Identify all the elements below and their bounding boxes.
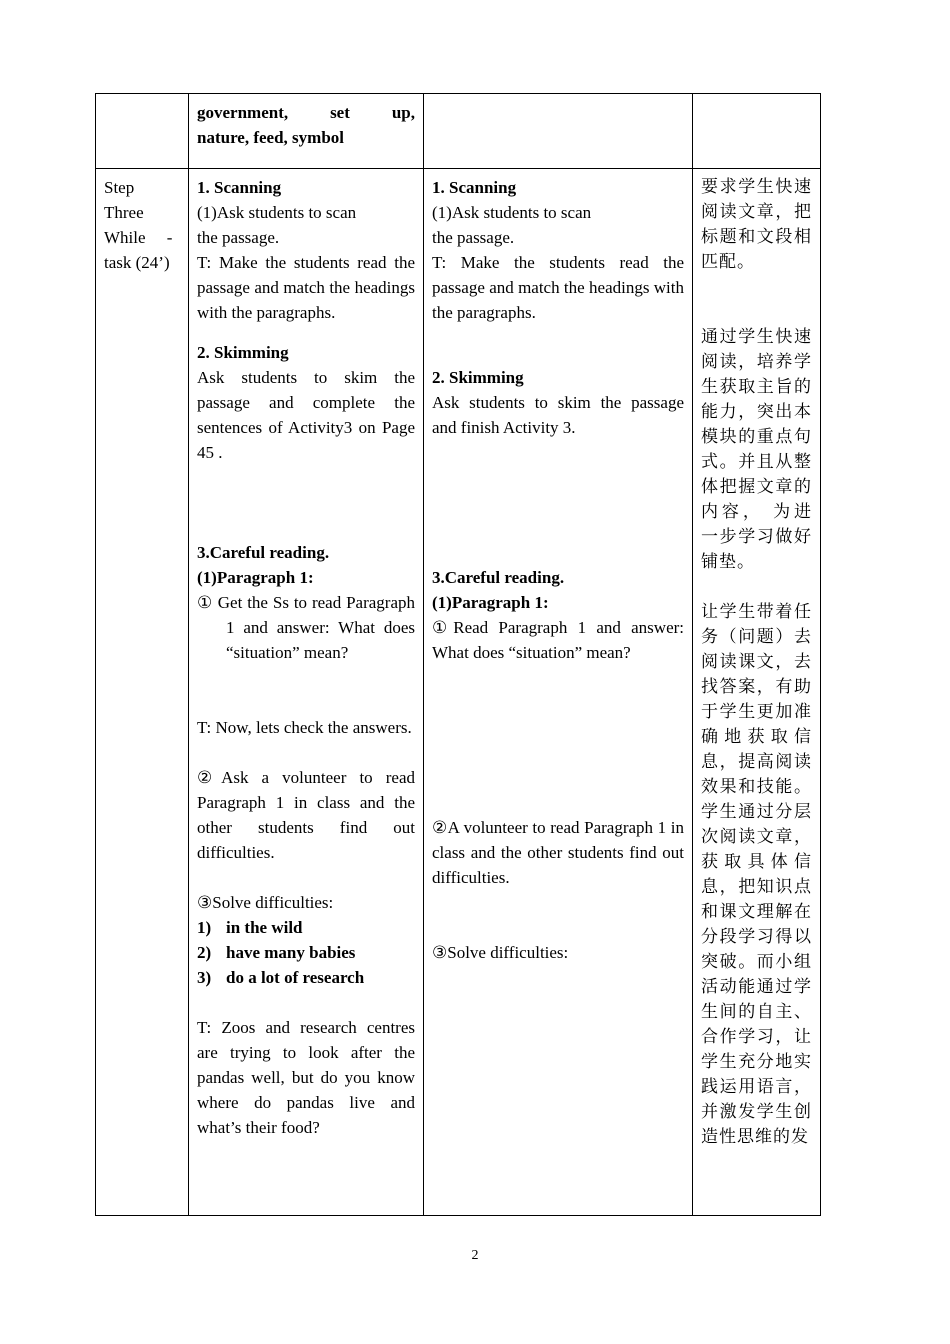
section-heading: 1. Scanning bbox=[197, 178, 282, 197]
section-heading: 3.Careful reading. bbox=[197, 543, 330, 562]
procedure-cell bbox=[189, 169, 424, 1216]
step-label: While - bbox=[104, 228, 173, 247]
purpose-text: 让学生带着任务（问题）去阅读课文，去找答案，有助于学生更加准确地获取信息，提高阅读效果和技能。学生通过分层次阅读文章，获取具体信息，把知识点和课文理解在分段学习得以突破。而小组活动能通过学生间的自主、合作学习，让学生充分地实践运用语言，并激发学生创造性思维的发 bbox=[701, 602, 812, 1147]
purpose-text: 通过学生快速阅读，培养学生获取主旨的能力，突出本模块的重点句式。并且从整体把握文章的内容， 为进一步学习做好铺垫。 bbox=[701, 327, 812, 572]
paragraph: T: Make the students read the passage and match the headings with the paragraphs. bbox=[197, 253, 415, 322]
procedure-cell bbox=[189, 94, 424, 169]
difficulty-item: 1) in the wild bbox=[197, 918, 303, 937]
list-item: ②Ask a volunteer to read Paragraph 1 in class and the other students find out difficulties. bbox=[197, 768, 415, 862]
difficulty-item: 3) do a lot of research bbox=[197, 968, 365, 987]
page-number: 2 bbox=[471, 1248, 479, 1263]
paragraph: Ask students to skim the passage and complete the sentences of Activity3 on Page 45 . bbox=[197, 368, 415, 462]
table-row bbox=[96, 94, 821, 169]
list-item: ②A volunteer to read Paragraph 1 in class and the other students find out difficulties. bbox=[432, 818, 684, 887]
vocab-line: government, set up, bbox=[197, 103, 415, 122]
paragraph: (1)Ask students to scan bbox=[432, 203, 592, 222]
section-heading: 1. Scanning bbox=[432, 178, 517, 197]
step-time: task (24’) bbox=[104, 253, 170, 272]
step-label: Step bbox=[104, 178, 135, 197]
section-heading: 2. Skimming bbox=[197, 343, 289, 362]
paragraph: T: Make the students read the passage and match the headings with the paragraphs. bbox=[432, 253, 684, 322]
paragraph: T: Zoos and research centres are trying to look after the pandas well, but do you know where do pandas live and what’s their food? bbox=[197, 1018, 415, 1137]
purpose-text: 要求学生快速阅读文章，把标题和文段相匹配。 bbox=[701, 177, 812, 272]
list-item: ③Solve difficulties: bbox=[197, 893, 334, 912]
student-activity-cell bbox=[424, 94, 693, 169]
vocab-line: nature, feed, symbol bbox=[197, 128, 345, 147]
student-activity-cell bbox=[424, 169, 693, 1216]
section-heading: 3.Careful reading. bbox=[432, 568, 565, 587]
subsection-heading: (1)Paragraph 1: bbox=[432, 593, 549, 612]
step-cell bbox=[96, 94, 189, 169]
difficulty-item: 2) have many babies bbox=[197, 943, 356, 962]
paragraph: T: Now, lets check the answers. bbox=[197, 718, 412, 737]
lesson-plan-table bbox=[95, 93, 821, 1216]
purpose-cell bbox=[693, 169, 821, 1216]
paragraph: (1)Ask students to scan bbox=[197, 203, 357, 222]
purpose-cell bbox=[693, 94, 821, 169]
step-label: Three bbox=[104, 203, 144, 222]
section-heading: 2. Skimming bbox=[432, 368, 524, 387]
subsection-heading: (1)Paragraph 1: bbox=[197, 568, 314, 587]
list-item: ①Read Paragraph 1 and answer: What does “situation” mean? bbox=[432, 618, 684, 662]
paragraph: the passage. bbox=[197, 228, 280, 247]
table-row bbox=[96, 169, 821, 1216]
list-item: ③Solve difficulties: bbox=[432, 943, 569, 962]
list-item: ① Get the Ss to read Paragraph 1 and answer: What does “situation” mean? bbox=[197, 593, 415, 662]
step-cell bbox=[96, 169, 189, 1216]
paragraph: the passage. bbox=[432, 228, 515, 247]
paragraph: Ask students to skim the passage and finish Activity 3. bbox=[432, 393, 684, 437]
